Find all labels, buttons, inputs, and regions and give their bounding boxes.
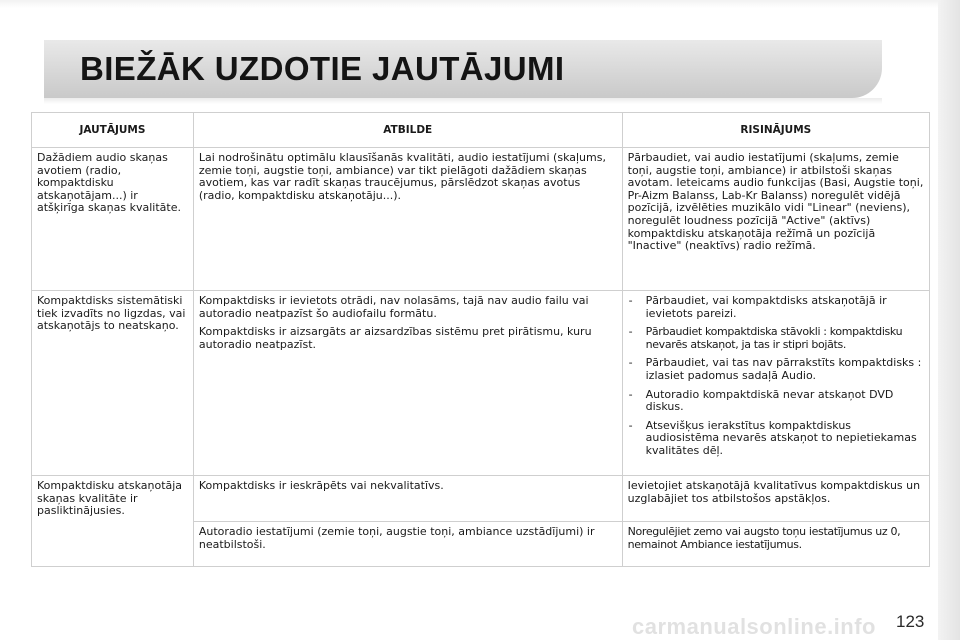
page-title: BIEŽĀK UZDOTIE JAUTĀJUMI (80, 50, 565, 87)
solution-text: Ievietojiet atskaņotājā kvalitatīvus kompaktdiskus un uzglabājiet tos atbilstošos apstākļos. (627, 479, 921, 505)
solution-cell (622, 291, 929, 476)
answer-cell (193, 476, 622, 522)
answer-text: Kompaktdisks ir aizsargāts ar aizsardzības sistēmu pret pirātismu, kuru autoradio neatpazīst. (198, 325, 592, 351)
solution-item: - Pārbaudiet kompaktdiska stāvokli : kompaktdisku nevarēs atskaņot, ja tas ir stipri bojāts. (628, 326, 924, 351)
solution-item: - Pārbaudiet, vai tas nav pārrakstīts kompaktdisks : izlasiet padomus sadaļā Audio. (628, 357, 924, 382)
question-cell (32, 522, 194, 567)
solution-cell (622, 522, 929, 567)
header-solution: RISINĀJUMS (622, 113, 929, 148)
table-row (32, 476, 930, 522)
answer-cell (193, 291, 622, 476)
header-question: JAUTĀJUMS (32, 113, 194, 148)
solution-cell (622, 476, 929, 522)
solution-item: - Atsevišķus ierakstītus kompaktdiskus audiosistēma nevarēs atskaņot to nepietiekamas kvalitātes dēļ. (628, 420, 924, 458)
solution-cell (622, 148, 929, 291)
answer-cell (193, 148, 622, 291)
answer-text: Autoradio iestatījumi (zemie toņi, augstie toņi, ambiance uzstādījumi) ir neatbilstoši. (198, 525, 595, 551)
answer-cell (193, 522, 622, 567)
faq-table (31, 112, 930, 567)
question-cell: Kompaktdisku atskaņotāja skaņas kvalitāte ir pasliktinājusies. (32, 476, 194, 522)
table-row (32, 148, 930, 291)
solution-item: - Autoradio kompaktdiskā nevar atskaņot DVD diskus. (628, 389, 924, 414)
watermark: carmanualsonline.info (632, 614, 876, 639)
table-row (32, 291, 930, 476)
question-cell: Kompaktdisks sistemātiski tiek izvadīts no ligzdas, vai atskaņotājs to neatskaņo. (32, 291, 194, 476)
answer-text: Kompaktdisks ir ievietots otrādi, nav nolasāms, tajā nav audio failu vai autoradio neatpazīst šo audiofailu formātu. (198, 294, 589, 320)
table-row (32, 522, 930, 567)
question-cell: Dažādiem audio skaņas avotiem (radio, kompaktdisku atskaņotājam...) ir atšķirīga skaņas kvalitāte. (32, 148, 194, 291)
table-header-row (32, 113, 930, 148)
solution-list (628, 295, 924, 458)
solution-item: - Pārbaudiet, vai kompaktdisks atskaņotājā ir ievietots pareizi. (628, 295, 924, 320)
page-number: 123 (896, 612, 925, 631)
solution-text: Noregulējiet zemo vai augsto toņu iestatījumus uz 0, nemainot Ambiance iestatījumus. (627, 525, 901, 551)
top-edge-band (0, 0, 960, 8)
solution-text: Pārbaudiet, vai audio iestatījumi (skaļums, zemie toņi, augstie toņi, ambiance) ir atbilstoši skaņas avotam. Ieteicams audio funkcijas (Basi, Augstie toņi, Pr-Aizm Balanss, Lab-Kr Balanss) noregulēt vidējā pozīcijā, izvēlēties muzikālo vidi "Linear" (neviens), noregulēt loudness pozīcijā "Active" (aktīvs) kompaktdisku atskaņotāja režīmā un pozīcijā "Inactive" (neaktīvs) radio režīmā. (627, 151, 924, 253)
answer-text: Kompaktdisks ir ieskrāpēts vai nekvalitatīvs. (198, 479, 444, 492)
header-answer: ATBILDE (193, 113, 622, 148)
right-edge-band (938, 0, 960, 640)
answer-text: Lai nodrošinātu optimālu klausīšanās kvalitāti, audio iestatījumi (skaļums, zemie toņi, augstie toņi, ambiance) var tikt pielāgoti dažādiem skaņas avotiem, kas var radīt skaņas traucējumus, pārslēdzot skaņas avotus (radio, kompaktdisku atskaņotāju...). (198, 151, 606, 202)
